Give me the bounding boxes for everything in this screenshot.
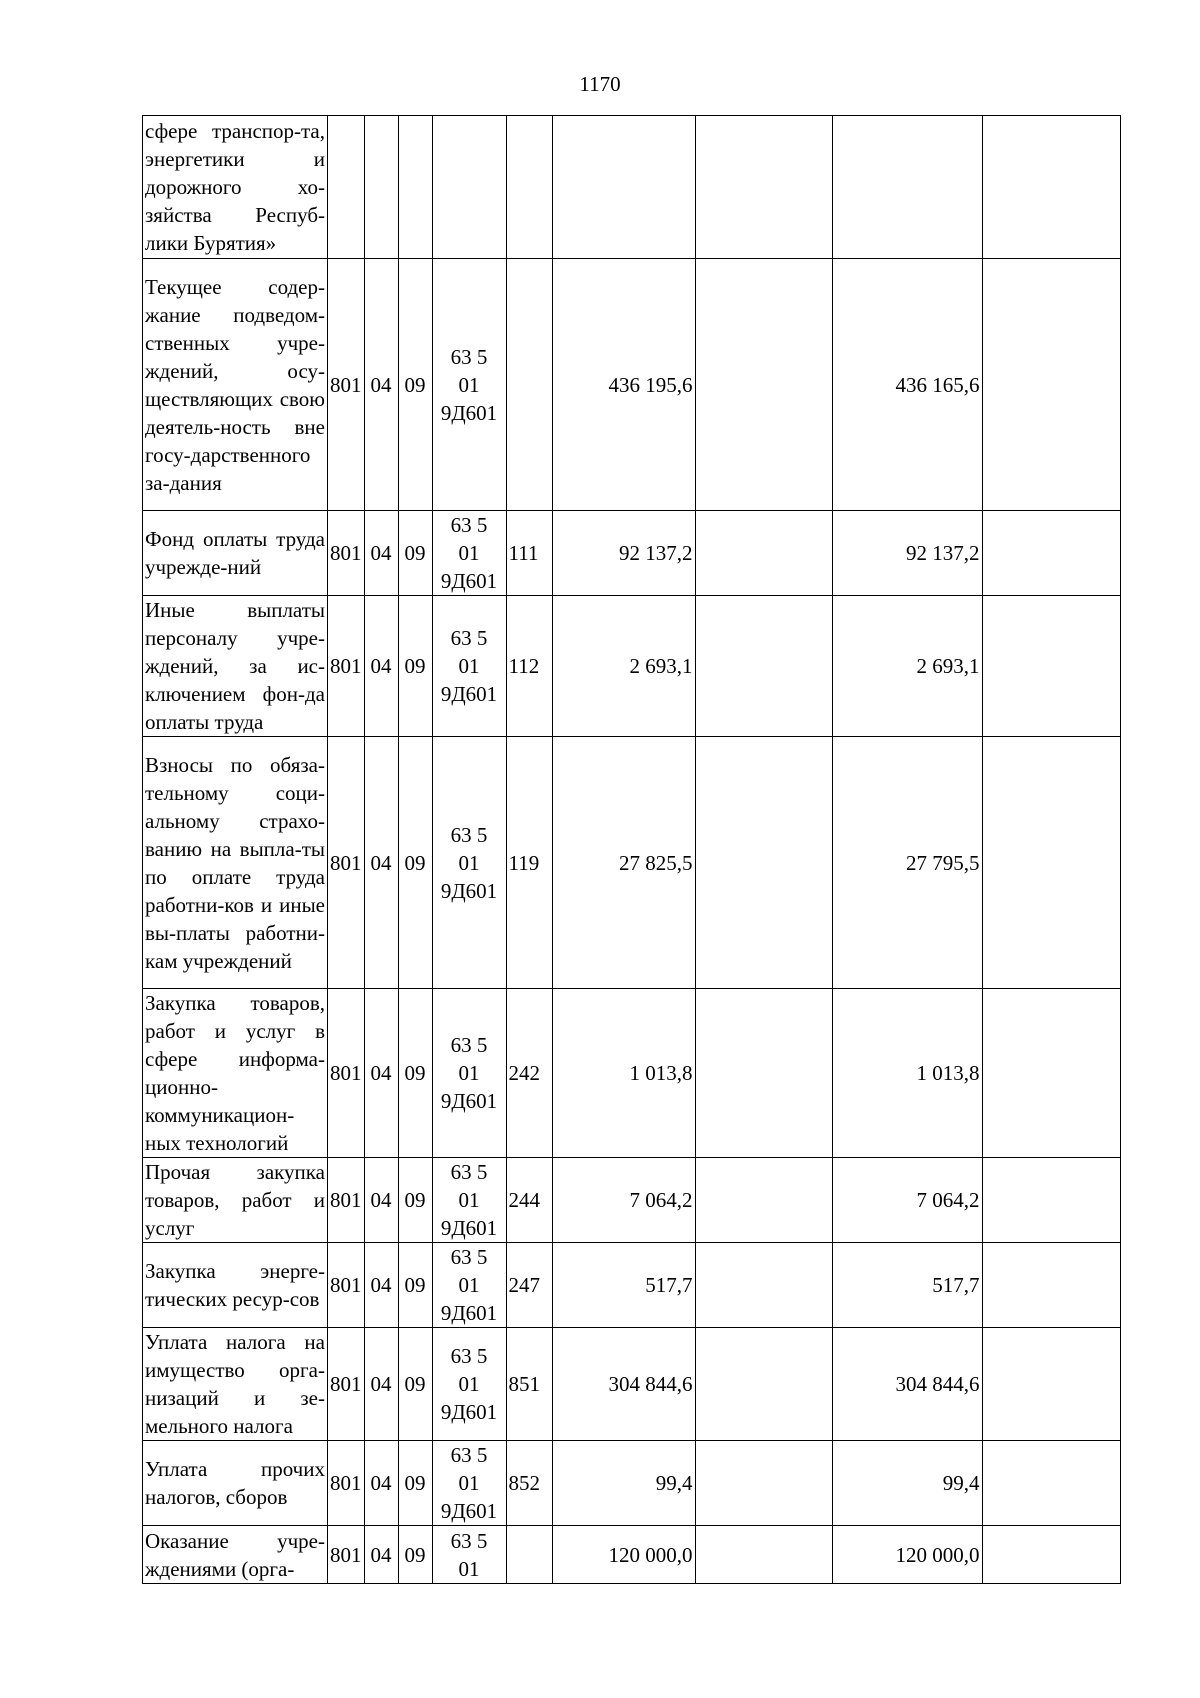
target-item-code-part: 63 5 — [450, 1528, 488, 1553]
empty-cell — [982, 1243, 1120, 1328]
department-code-cell: 801 — [328, 259, 365, 511]
table-row — [143, 1243, 1121, 1328]
empty-cell — [695, 737, 832, 989]
expense-type-code-cell: 111 — [506, 511, 552, 596]
amount-cell: 2 693,1 — [832, 596, 982, 737]
target-item-code-cell — [432, 989, 506, 1158]
empty-cell — [695, 1243, 832, 1328]
expense-type-code-cell: 851 — [506, 1328, 552, 1441]
table-row — [143, 259, 1121, 511]
expense-type-code-cell: 247 — [506, 1243, 552, 1328]
table-row — [143, 1328, 1121, 1441]
subsection-code-cell: 09 — [398, 1526, 432, 1584]
department-code-cell: 801 — [328, 989, 365, 1158]
budget-table — [142, 115, 1121, 1584]
target-item-code-part: 9Д601 — [440, 1216, 498, 1240]
amount-cell: 7 064,2 — [832, 1158, 982, 1243]
target-item-code-part: 9Д601 — [440, 569, 498, 593]
expense-name-cell: Закупка энерге-тических ресур-сов — [143, 1243, 328, 1328]
target-item-code-cell — [432, 596, 506, 737]
target-item-code-cell — [432, 116, 506, 259]
table-row — [143, 596, 1121, 737]
section-code-cell: 04 — [364, 511, 398, 596]
table-row — [143, 1526, 1121, 1584]
target-item-code-cell — [432, 259, 506, 511]
amount-cell — [832, 116, 982, 259]
amount-cell: 120 000,0 — [552, 1526, 695, 1584]
target-item-code-part: 63 5 — [450, 626, 488, 650]
section-code-cell: 04 — [364, 1441, 398, 1526]
empty-cell — [695, 1441, 832, 1526]
empty-cell — [982, 1328, 1120, 1441]
target-item-code-cell — [432, 1441, 506, 1526]
subsection-code-cell: 09 — [398, 1158, 432, 1243]
department-code-cell: 801 — [328, 1158, 365, 1243]
empty-cell — [695, 116, 832, 259]
target-item-code-cell — [432, 511, 506, 596]
expense-type-code-cell: 112 — [506, 596, 552, 737]
empty-cell — [982, 116, 1120, 259]
amount-cell: 99,4 — [832, 1441, 982, 1526]
section-code-cell: 04 — [364, 1158, 398, 1243]
amount-cell: 1 013,8 — [832, 989, 982, 1158]
amount-cell: 99,4 — [552, 1441, 695, 1526]
department-code-cell — [328, 116, 365, 259]
target-item-code-part: 01 — [458, 654, 480, 678]
target-item-code-cell — [432, 1328, 506, 1441]
target-item-code-part: 01 — [458, 1556, 480, 1581]
amount-cell — [552, 116, 695, 259]
empty-cell — [982, 1158, 1120, 1243]
target-item-code-part: 9Д601 — [440, 1499, 498, 1523]
subsection-code-cell: 09 — [398, 1243, 432, 1328]
amount-cell: 436 165,6 — [832, 259, 982, 511]
target-item-code-part: 01 — [458, 1273, 480, 1297]
target-item-code-part: 01 — [458, 1372, 480, 1396]
target-item-code-part: 9Д601 — [440, 1301, 498, 1325]
amount-cell: 7 064,2 — [552, 1158, 695, 1243]
expense-name-cell: Уплата налога на имущество орга-низаций и зе-мельного налога — [143, 1328, 328, 1441]
section-code-cell: 04 — [364, 737, 398, 989]
department-code-cell: 801 — [328, 1526, 365, 1584]
empty-cell — [982, 989, 1120, 1158]
amount-cell: 120 000,0 — [832, 1526, 982, 1584]
section-code-cell: 04 — [364, 1243, 398, 1328]
target-item-code-part: 01 — [458, 1471, 480, 1495]
target-item-code-part: 63 5 — [450, 1443, 488, 1467]
target-item-code-part: 63 5 — [450, 822, 488, 847]
target-item-code-part: 9Д601 — [440, 878, 498, 903]
expense-name-cell: Фонд оплаты труда учрежде-ний — [143, 511, 328, 596]
subsection-code-cell: 09 — [398, 989, 432, 1158]
target-item-code-cell — [432, 737, 506, 989]
subsection-code-cell: 09 — [398, 511, 432, 596]
expense-type-code-cell: 242 — [506, 989, 552, 1158]
expense-name-cell: Уплата прочих налогов, сборов — [143, 1441, 328, 1526]
section-code-cell: 04 — [364, 596, 398, 737]
empty-cell — [695, 1158, 832, 1243]
expense-type-code-cell — [506, 116, 552, 259]
table-row — [143, 989, 1121, 1158]
page-number: 1170 — [579, 72, 621, 96]
expense-type-code-cell: 244 — [506, 1158, 552, 1243]
target-item-code-part: 9Д601 — [440, 1089, 498, 1113]
subsection-code-cell: 09 — [398, 596, 432, 737]
amount-cell: 1 013,8 — [552, 989, 695, 1158]
department-code-cell: 801 — [328, 737, 365, 989]
expense-type-code-cell: 852 — [506, 1441, 552, 1526]
amount-cell: 92 137,2 — [832, 511, 982, 596]
expense-name-cell: сфере транспор-та, энергетики и дорожного хо-зяйства Респуб-лики Бурятия» — [143, 116, 328, 259]
table-body — [143, 116, 1121, 1584]
empty-cell — [982, 259, 1120, 511]
amount-cell: 27 795,5 — [832, 737, 982, 989]
amount-cell: 436 195,6 — [552, 259, 695, 511]
amount-cell: 304 844,6 — [832, 1328, 982, 1441]
department-code-cell: 801 — [328, 1243, 365, 1328]
amount-cell: 517,7 — [832, 1243, 982, 1328]
target-item-code-part: 63 5 — [450, 344, 488, 369]
empty-cell — [695, 511, 832, 596]
expense-name-cell: Взносы по обяза-тельному соци-альному страхо-ванию на выпла-ты по оплате труда работни-ков и иные вы-платы работни-кам учреждений — [143, 737, 328, 989]
section-code-cell: 04 — [364, 1526, 398, 1584]
department-code-cell: 801 — [328, 596, 365, 737]
target-item-code-cell — [432, 1526, 506, 1584]
empty-cell — [695, 989, 832, 1158]
empty-cell — [695, 1328, 832, 1441]
target-item-code-part: 01 — [458, 372, 480, 397]
amount-cell: 27 825,5 — [552, 737, 695, 989]
subsection-code-cell: 09 — [398, 259, 432, 511]
target-item-code-part: 63 5 — [450, 1033, 488, 1057]
department-code-cell: 801 — [328, 511, 365, 596]
empty-cell — [982, 1441, 1120, 1526]
target-item-code-part: 01 — [458, 1061, 480, 1085]
subsection-code-cell — [398, 116, 432, 259]
section-code-cell — [364, 116, 398, 259]
empty-cell — [982, 1526, 1120, 1584]
empty-cell — [982, 737, 1120, 989]
expense-name-cell: Закупка товаров, работ и услуг в сфере информа-ционно-коммуникацион-ных технологий — [143, 989, 328, 1158]
table-row — [143, 511, 1121, 596]
expense-name-cell: Текущее содер-жание подведом-ственных учре-ждений, осу-ществляющих свою деятель-ность вне госу-дарственного за-дания — [143, 259, 328, 511]
expense-type-code-cell — [506, 1526, 552, 1584]
subsection-code-cell: 09 — [398, 737, 432, 989]
empty-cell — [695, 259, 832, 511]
table-row — [143, 737, 1121, 989]
target-item-code-part: 01 — [458, 850, 480, 875]
department-code-cell: 801 — [328, 1441, 365, 1526]
amount-cell: 304 844,6 — [552, 1328, 695, 1441]
target-item-code-part: 63 5 — [450, 1160, 488, 1184]
expense-name-cell: Оказание учре-ждениями (орга- — [143, 1526, 328, 1584]
section-code-cell: 04 — [364, 259, 398, 511]
subsection-code-cell: 09 — [398, 1328, 432, 1441]
subsection-code-cell: 09 — [398, 1441, 432, 1526]
amount-cell: 2 693,1 — [552, 596, 695, 737]
target-item-code-part: 63 5 — [450, 1344, 488, 1368]
target-item-code-part: 63 5 — [450, 1245, 488, 1269]
amount-cell: 92 137,2 — [552, 511, 695, 596]
expense-type-code-cell: 119 — [506, 737, 552, 989]
empty-cell — [982, 511, 1120, 596]
expense-name-cell: Прочая закупка товаров, работ и услуг — [143, 1158, 328, 1243]
empty-cell — [982, 596, 1120, 737]
table-row — [143, 1158, 1121, 1243]
target-item-code-part: 9Д601 — [440, 400, 498, 425]
amount-cell: 517,7 — [552, 1243, 695, 1328]
target-item-code-part: 63 5 — [450, 513, 488, 537]
expense-name-cell: Иные выплаты персоналу учре-ждений, за ис-ключением фон-да оплаты труда — [143, 596, 328, 737]
department-code-cell: 801 — [328, 1328, 365, 1441]
table-row — [143, 116, 1121, 259]
empty-cell — [695, 1526, 832, 1584]
expense-type-code-cell — [506, 259, 552, 511]
target-item-code-part: 9Д601 — [440, 682, 498, 706]
section-code-cell: 04 — [364, 1328, 398, 1441]
table-row — [143, 1441, 1121, 1526]
target-item-code-part: 01 — [458, 541, 480, 565]
target-item-code-cell — [432, 1158, 506, 1243]
target-item-code-part: 9Д601 — [440, 1400, 498, 1424]
empty-cell — [695, 596, 832, 737]
target-item-code-part: 01 — [458, 1188, 480, 1212]
target-item-code-cell — [432, 1243, 506, 1328]
section-code-cell: 04 — [364, 989, 398, 1158]
